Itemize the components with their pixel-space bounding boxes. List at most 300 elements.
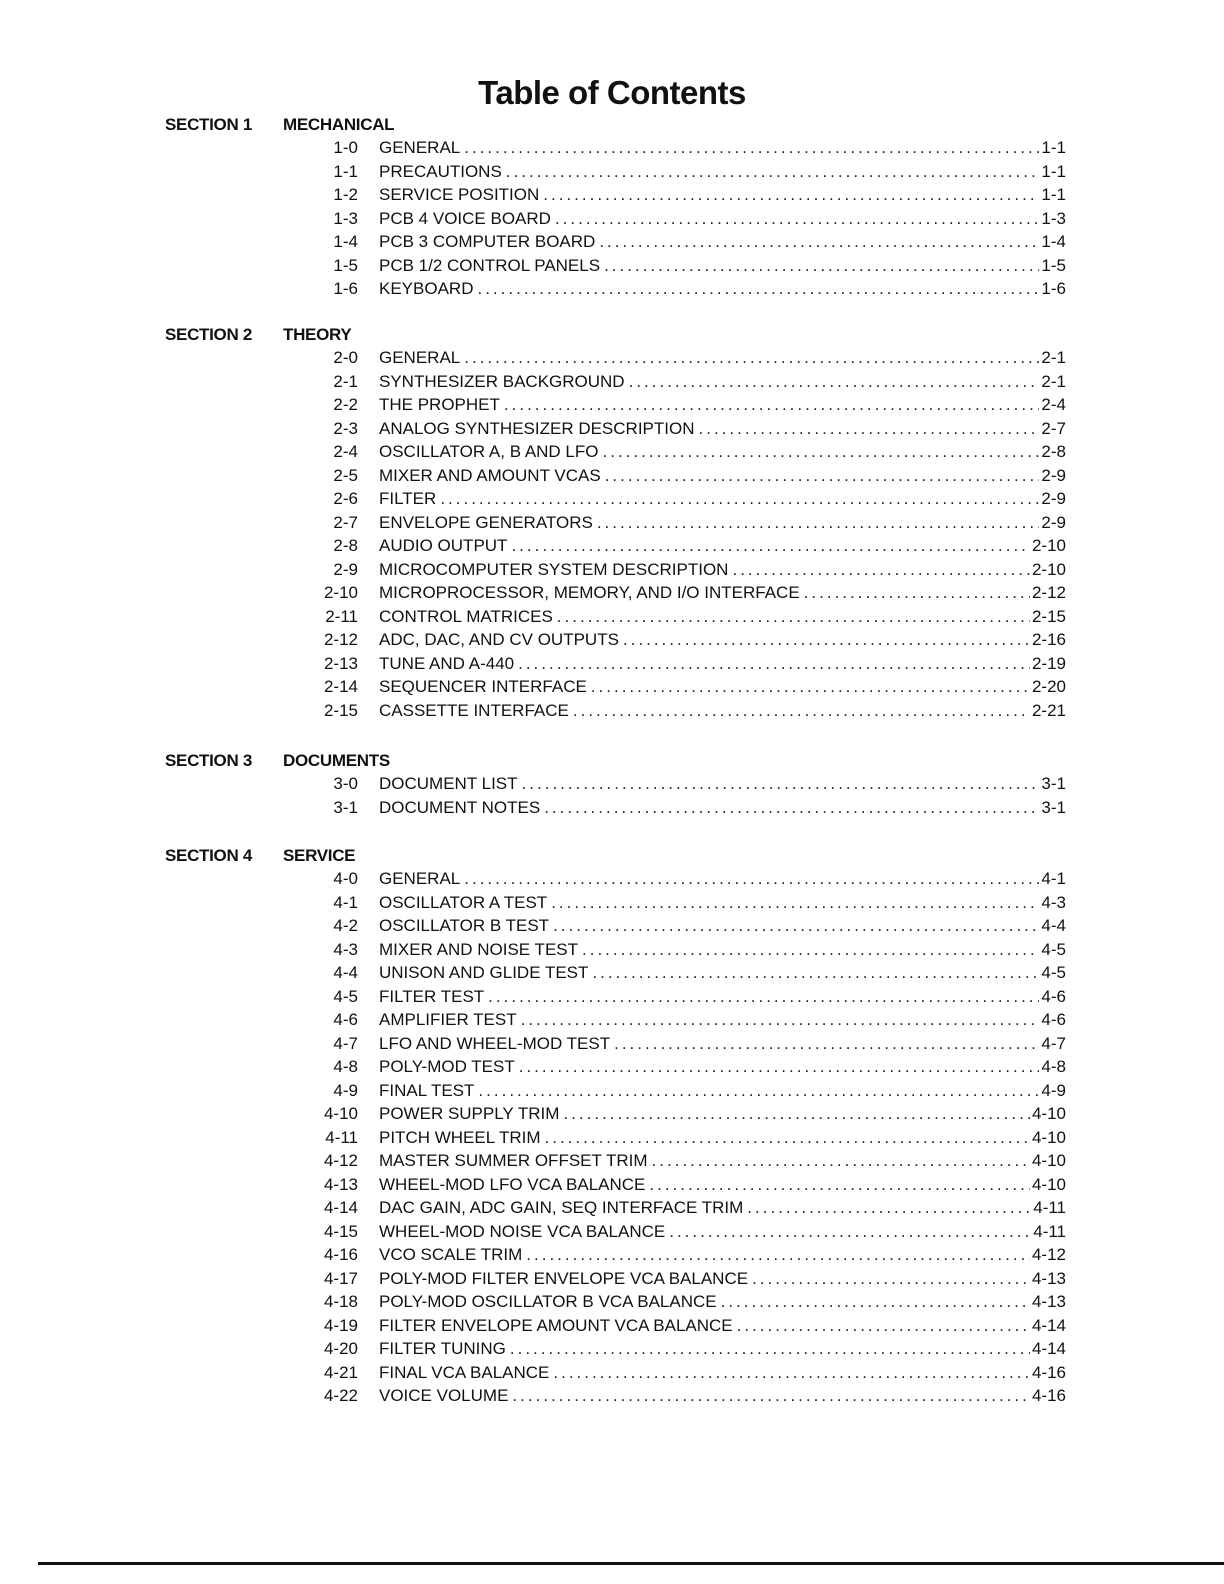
entry-title: SEQUENCER INTERFACE [379,677,587,696]
dot-leader [603,440,1040,464]
entry-number: 4-7 [333,1033,358,1053]
entry-body [379,254,1066,278]
entry-page-number: 4-1 [1041,869,1066,888]
entry-title: DAC GAIN, ADC GAIN, SEQ INTERFACE TRIM [379,1198,744,1217]
entry-body [379,938,1066,962]
dot-leader [599,230,1039,254]
entry-page-number: 4-10 [1031,1104,1066,1123]
entry-number: 4-16 [323,1245,358,1264]
entry-body [379,487,1066,511]
toc-entry [0,1314,1224,1338]
entry-title: UNISON AND GLIDE TEST [379,963,589,982]
entry-number: 4-17 [323,1268,358,1288]
page-title: Table of Contents [478,74,746,112]
entry-body [379,1008,1066,1032]
toc-entry [0,985,1224,1009]
entry-number: 1-4 [333,232,358,251]
entry-body [379,891,1066,915]
entry-number: 4-12 [323,1151,358,1170]
entry-body [379,605,1066,629]
section-label: SECTION 4 [165,846,253,865]
entry-body [379,417,1066,441]
entry-page-number: 2-12 [1031,583,1066,602]
toc-entry [0,1149,1224,1173]
entry-number: 1-2 [333,185,358,204]
entry-number: 4-20 [323,1339,358,1358]
toc-entry [0,675,1224,699]
entry-title: DOCUMENT LIST [379,774,518,793]
entry-title: PRECAUTIONS [379,161,502,181]
entry-number: 1-3 [333,208,358,228]
entry-page-number: 4-10 [1031,1151,1066,1170]
entry-page-number: 2-4 [1041,395,1066,414]
toc-entry [0,1384,1224,1408]
entry-title: POLY-MOD FILTER ENVELOPE VCA BALANCE [379,1268,749,1288]
entry-title: FILTER [379,489,437,508]
entry-number: 4-4 [333,963,358,982]
entry-page-number: 4-8 [1041,1057,1066,1076]
dot-leader [652,1149,1030,1173]
entry-body [379,1220,1066,1244]
entry-body [379,230,1066,254]
entry-body [379,914,1066,938]
toc-entry [0,772,1224,796]
entry-title: MIXER AND NOISE TEST [379,939,579,959]
entry-page-number: 2-1 [1041,371,1066,391]
entry-number: 1-0 [333,138,358,157]
entry-number: 2-1 [333,371,358,391]
entry-body [379,1055,1066,1079]
entry-body [379,1290,1066,1314]
entry-page-number: 4-5 [1041,939,1066,959]
dot-leader [553,914,1039,938]
entry-number: 2-15 [323,700,358,720]
entry-body [379,1102,1066,1126]
entry-number: 4-11 [325,1127,358,1147]
dot-leader [597,511,1040,535]
entry-page-number: 4-4 [1041,916,1066,935]
entry-title: OSCILLATOR A, B AND LFO [379,442,599,461]
entry-body [379,136,1066,160]
entry-page-number: 4-10 [1031,1127,1066,1147]
entry-title: THE PROPHET [379,395,500,414]
section-name: DOCUMENTS [283,751,390,770]
entry-number: 4-0 [333,869,358,888]
entry-body [379,628,1066,652]
entry-page-number: 2-16 [1031,630,1066,649]
entry-page-number: 2-20 [1031,677,1066,696]
dot-leader [591,675,1030,699]
entry-page-number: 2-9 [1041,465,1066,485]
toc-entry [0,1126,1224,1150]
entry-page-number: 2-9 [1041,512,1066,532]
dot-leader [545,1126,1030,1150]
entry-number: 2-12 [323,630,358,649]
entry-title: FILTER TEST [379,986,485,1006]
toc-entry [0,1032,1224,1056]
entry-page-number: 2-15 [1031,606,1066,626]
entry-body [379,1173,1066,1197]
section-heading [0,844,1224,867]
entry-number: 1-5 [333,255,358,275]
toc-entry [0,558,1224,582]
toc-entry [0,346,1224,370]
entry-body [379,207,1066,231]
toc-entry [0,511,1224,535]
toc-entry [0,417,1224,441]
entry-body [379,1243,1066,1267]
entry-number: 2-3 [333,418,358,438]
toc-entry [0,1055,1224,1079]
entry-page-number: 2-7 [1041,418,1066,438]
dot-leader [557,605,1030,629]
entry-title: PITCH WHEEL TRIM [379,1127,541,1147]
toc-entry [0,1267,1224,1291]
entry-page-number: 3-1 [1041,797,1066,817]
entry-number: 3-0 [333,774,358,793]
entry-title: POWER SUPPLY TRIM [379,1104,560,1123]
entry-page-number: 1-1 [1041,185,1066,204]
toc-entry [0,914,1224,938]
entry-page-number: 4-13 [1031,1268,1066,1288]
entry-page-number: 4-11 [1033,1221,1066,1241]
entry-number: 4-8 [333,1057,358,1076]
dot-leader [669,1220,1031,1244]
entry-number: 2-4 [333,442,358,461]
entry-number: 2-13 [323,653,358,673]
entry-number: 4-3 [333,939,358,959]
entry-number: 2-9 [333,559,358,579]
dot-leader [551,891,1039,915]
entry-page-number: 1-5 [1041,255,1066,275]
entry-title: AMPLIFIER TEST [379,1010,517,1029]
dot-leader [512,1384,1030,1408]
entry-number: 4-15 [323,1221,358,1241]
entry-number: 4-9 [333,1080,358,1100]
toc-entry [0,1290,1224,1314]
entry-title: OSCILLATOR A TEST [379,892,548,912]
toc-section [0,844,1224,1408]
entry-title: WHEEL-MOD NOISE VCA BALANCE [379,1221,666,1241]
toc-entry [0,1173,1224,1197]
toc-entry [0,370,1224,394]
section-heading [0,323,1224,346]
dot-leader [478,1079,1039,1103]
entry-number: 4-1 [333,892,358,912]
entry-title: FINAL VCA BALANCE [379,1362,550,1382]
toc-entry [0,1008,1224,1032]
dot-leader [592,961,1039,985]
section-name: THEORY [283,325,352,344]
entry-number: 2-5 [333,465,358,485]
entry-page-number: 4-10 [1031,1174,1066,1194]
entry-title: SERVICE POSITION [379,185,540,204]
dot-leader [623,628,1030,652]
dot-leader [649,1173,1030,1197]
entry-body [379,699,1066,723]
entry-title: PCB 1/2 CONTROL PANELS [379,255,601,275]
toc-entry [0,581,1224,605]
dot-leader [737,1314,1030,1338]
section-heading [0,749,1224,772]
toc-entry [0,938,1224,962]
dot-leader [573,699,1030,723]
entry-body [379,464,1066,488]
entry-body [379,652,1066,676]
dot-leader [488,985,1039,1009]
entry-body [379,1149,1066,1173]
entry-page-number: 1-6 [1041,279,1066,298]
entry-number: 2-7 [333,512,358,532]
entry-page-number: 2-10 [1031,559,1066,579]
entry-page-number: 1-3 [1041,208,1066,228]
entry-page-number: 4-16 [1031,1362,1066,1382]
entry-title: KEYBOARD [379,279,474,298]
entry-page-number: 4-6 [1041,1010,1066,1029]
entry-page-number: 4-14 [1031,1315,1066,1335]
entry-page-number: 4-7 [1041,1033,1066,1053]
dot-leader [440,487,1039,511]
entry-number: 3-1 [333,797,358,817]
toc-entry [0,652,1224,676]
entry-title: LFO AND WHEEL-MOD TEST [379,1033,611,1053]
entry-page-number: 4-13 [1031,1292,1066,1311]
toc-entry [0,867,1224,891]
dot-leader [563,1102,1030,1126]
section-label: SECTION 1 [165,115,253,134]
toc-entry [0,207,1224,231]
entry-body [379,675,1066,699]
entry-number: 2-0 [333,348,358,367]
entry-body [379,1267,1066,1291]
entry-page-number: 2-19 [1031,653,1066,673]
toc-entry [0,136,1224,160]
entry-page-number: 3-1 [1041,774,1066,793]
entry-number: 4-18 [323,1292,358,1311]
entry-page-number: 1-1 [1041,138,1066,157]
toc-section [0,749,1224,819]
entry-number: 2-2 [333,395,358,414]
entry-body [379,1361,1066,1385]
toc-entry [0,605,1224,629]
entry-title: MICROPROCESSOR, MEMORY, AND I/O INTERFACE [379,583,800,602]
entry-page-number: 2-10 [1031,536,1066,555]
entry-body [379,985,1066,1009]
entry-number: 4-6 [333,1010,358,1029]
entry-body [379,534,1066,558]
dot-leader [555,207,1039,231]
entry-title: PCB 4 VOICE BOARD [379,208,551,228]
entry-page-number: 4-3 [1041,892,1066,912]
section-heading [0,113,1224,136]
dot-leader [582,938,1039,962]
entry-number: 4-21 [323,1362,358,1382]
entry-body [379,277,1066,301]
dot-leader [629,370,1040,394]
dot-leader [464,136,1039,160]
entry-title: POLY-MOD TEST [379,1057,515,1076]
entry-title: MICROCOMPUTER SYSTEM DESCRIPTION [379,559,729,579]
dot-leader [604,254,1039,278]
entry-number: 4-14 [323,1198,358,1217]
entry-body [379,1126,1066,1150]
entry-body [379,1079,1066,1103]
dot-leader [614,1032,1039,1056]
entry-title: ENVELOPE GENERATORS [379,512,593,532]
toc-entry [0,440,1224,464]
entry-body [379,183,1066,207]
entry-title: WHEEL-MOD LFO VCA BALANCE [379,1174,646,1194]
toc-section [0,323,1224,722]
entry-number: 1-1 [333,161,358,181]
entry-body [379,160,1066,184]
toc-entry [0,393,1224,417]
toc-entry [0,1337,1224,1361]
entry-title: MIXER AND AMOUNT VCAS [379,465,601,485]
entry-title: VCO SCALE TRIM [379,1245,523,1264]
toc-entry [0,628,1224,652]
entry-body [379,511,1066,535]
entry-body [379,346,1066,370]
dot-leader [464,867,1039,891]
entry-title: FILTER TUNING [379,1339,506,1358]
entry-body [379,581,1066,605]
toc-entry [0,1220,1224,1244]
section-label: SECTION 2 [165,325,253,344]
dot-leader [518,652,1030,676]
entry-title: ADC, DAC, AND CV OUTPUTS [379,630,619,649]
entry-number: 2-6 [333,489,358,508]
entry-title: ANALOG SYNTHESIZER DESCRIPTION [379,418,695,438]
toc-entry [0,230,1224,254]
dot-leader [605,464,1040,488]
entry-page-number: 2-21 [1031,700,1066,720]
entry-number: 4-10 [323,1104,358,1123]
entry-title: MASTER SUMMER OFFSET TRIM [379,1151,648,1170]
entry-title: GENERAL [379,348,461,367]
toc-entry [0,1196,1224,1220]
dot-leader [752,1267,1030,1291]
toc-entry [0,796,1224,820]
entry-title: DOCUMENT NOTES [379,797,541,817]
toc-entry [0,1361,1224,1385]
toc-entry [0,1079,1224,1103]
dot-leader [511,534,1030,558]
toc-section [0,113,1224,301]
toc-entry [0,534,1224,558]
entry-page-number: 4-14 [1031,1339,1066,1358]
entry-number: 4-19 [323,1315,358,1335]
bottom-rule [38,1562,1224,1565]
entry-number: 4-13 [323,1174,358,1194]
entry-number: 2-10 [323,583,358,602]
entry-title: FILTER ENVELOPE AMOUNT VCA BALANCE [379,1315,733,1335]
entry-title: VOICE VOLUME [379,1386,509,1405]
toc-entry [0,487,1224,511]
entry-title: AUDIO OUTPUT [379,536,508,555]
entry-body [379,558,1066,582]
dot-leader [721,1290,1030,1314]
entry-title: GENERAL [379,869,461,888]
entry-title: SYNTHESIZER BACKGROUND [379,371,625,391]
entry-body [379,1032,1066,1056]
toc-entry [0,277,1224,301]
dot-leader [732,558,1030,582]
dot-leader [477,277,1039,301]
entry-body [379,1196,1066,1220]
dot-leader [804,581,1030,605]
toc-entry [0,160,1224,184]
toc-entry [0,699,1224,723]
entry-number: 1-6 [333,279,358,298]
entry-body [379,393,1066,417]
entry-number: 4-22 [323,1386,358,1405]
dot-leader [504,393,1040,417]
entry-title: CONTROL MATRICES [379,606,553,626]
entry-title: GENERAL [379,138,461,157]
dot-leader [699,417,1040,441]
entry-body [379,772,1066,796]
entry-page-number: 4-9 [1041,1080,1066,1100]
entry-page-number: 1-4 [1041,232,1066,251]
entry-page-number: 4-5 [1041,963,1066,982]
dot-leader [519,1055,1040,1079]
dot-leader [553,1361,1030,1385]
entry-body [379,1314,1066,1338]
entry-page-number: 2-1 [1041,348,1066,367]
dot-leader [510,1337,1030,1361]
entry-body [379,796,1066,820]
entry-title: FINAL TEST [379,1080,475,1100]
entry-number: 2-14 [323,677,358,696]
entry-page-number: 2-9 [1041,489,1066,508]
section-name: SERVICE [283,846,356,865]
toc-entry [0,183,1224,207]
entry-body [379,1337,1066,1361]
entry-body [379,440,1066,464]
toc-entry [0,254,1224,278]
entry-body [379,867,1066,891]
dot-leader [544,796,1039,820]
entry-page-number: 4-11 [1033,1198,1066,1217]
dot-leader [747,1196,1031,1220]
entry-number: 4-5 [333,986,358,1006]
toc-entry [0,1102,1224,1126]
entry-page-number: 2-8 [1041,442,1066,461]
dot-leader [543,183,1039,207]
entry-title: CASSETTE INTERFACE [379,700,569,720]
entry-title: PCB 3 COMPUTER BOARD [379,232,596,251]
entry-body [379,370,1066,394]
dot-leader [506,160,1040,184]
entry-number: 2-11 [325,606,358,626]
entry-number: 4-2 [333,916,358,935]
dot-leader [526,1243,1030,1267]
entry-page-number: 1-1 [1041,161,1066,181]
entry-page-number: 4-12 [1031,1245,1066,1264]
entry-page-number: 4-16 [1031,1386,1066,1405]
toc-entry [0,1243,1224,1267]
entry-title: TUNE AND A-440 [379,653,515,673]
section-label: SECTION 3 [165,751,253,770]
toc-entry [0,464,1224,488]
section-name: MECHANICAL [283,115,395,134]
dot-leader [522,772,1040,796]
toc-entry [0,961,1224,985]
dot-leader [464,346,1039,370]
entry-page-number: 4-6 [1041,986,1066,1006]
entry-number: 2-8 [333,536,358,555]
